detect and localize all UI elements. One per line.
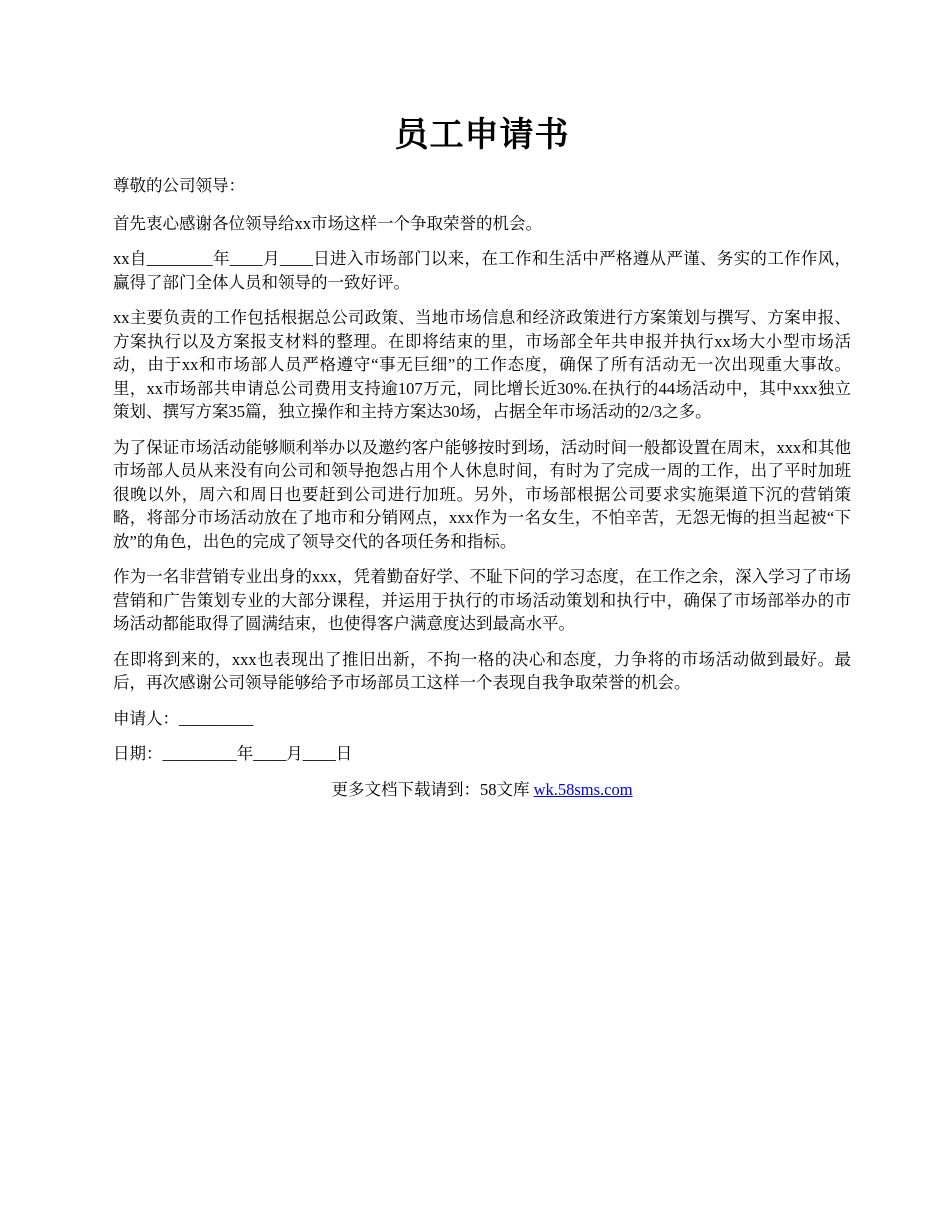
paragraph-thanks: 首先衷心感谢各位领导给xx市场这样一个争取荣誉的机会。: [113, 213, 542, 233]
footer-text: 更多文档下载请到：58文库: [331, 779, 534, 799]
document-title: 员工申请书: [394, 117, 570, 154]
applicant-line: 申请人：_________: [113, 708, 254, 728]
paragraph-intro: xx自________年____月____日进入市场部门以来，在工作和生活中严格遵从严谨、务实的工作作风，赢得了部门全体人员和领导的一致好评。: [113, 249, 851, 292]
paragraph-learning: 作为一名非营销专业出身的xxx，凭着勤奋好学、不耻下问的学习态度，在工作之余，深入学习了市场营销和广告策划专业的大部分课程，并运用于执行的市场活动策划和执行中，确保了市场部举办的市场活动都能取得了圆满结束，也使得客户满意度达到最高水平。: [113, 567, 851, 633]
document-page: [113, 108, 851, 802]
paragraph-closing: 在即将到来的，xxx也表现出了推旧出新，不拘一格的决心和态度，力争将的市场活动做到最好。最后，再次感谢公司领导能够给予市场部员工这样一个表现自我争取荣誉的机会。: [113, 649, 851, 692]
paragraph-responsibilities: xx主要负责的工作包括根据总公司政策、当地市场信息和经济政策进行方案策划与撰写、方案申报、方案执行以及方案报支材料的整理。在即将结束的里，市场部全年共申报并执行xx场大小型市场活动，由于xx和市场部人员严格遵守“事无巨细”的工作态度，确保了所有活动无一次出现重大事故。里，xx市场部共申请总公司费用支持逾107万元，同比增长近30%.在执行的44场活动中，其中xxx独立策划、撰写方案35篇，独立操作和主持方案达30场，占据全年市场活动的2/3之多。: [113, 308, 851, 421]
paragraph-dedication: 为了保证市场活动能够顺利举办以及邀约客户能够按时到场，活动时间一般都设置在周末，xxx和其他市场部人员从来没有向公司和领导抱怨占用个人休息时间，有时为了完成一周的工作，出了平时加班很晚以外，周六和周日也要赶到公司进行加班。另外，市场部根据公司要求实施渠道下沉的营销策略，将部分市场活动放在了地市和分销网点，xxx作为一名女生，不怕辛苦，无怨无悔的担当起被“下放”的角色，出色的完成了领导交代的各项任务和指标。: [113, 437, 851, 551]
footer-link[interactable]: wk.58sms.com: [533, 779, 633, 799]
footer: [113, 778, 851, 802]
date-line: 日期：_________年____月____日: [113, 744, 353, 763]
greeting: 尊敬的公司领导：: [113, 176, 245, 195]
